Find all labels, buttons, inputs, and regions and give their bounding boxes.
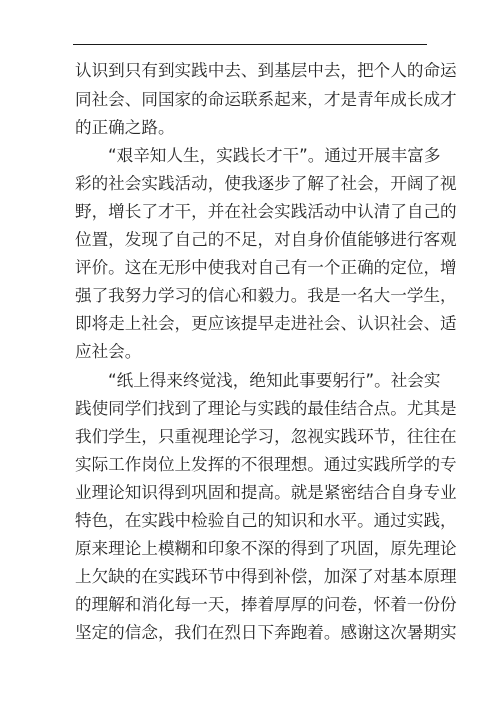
paragraph-line: 特色，在实践中检验自己的知识和水平。通过实践， bbox=[75, 511, 457, 530]
paragraph-line: 实际工作岗位上发挥的不很理想。通过实践所学的专 bbox=[75, 455, 457, 474]
paragraph-line: 即将走上社会，更应该提早走进社会、认识社会、适 bbox=[75, 314, 457, 333]
paragraph-line: 野，增长了才干，并在社会实践活动中认清了自己的 bbox=[75, 202, 457, 221]
paragraph-line: 应社会。 bbox=[75, 342, 142, 361]
paragraph-line: 同社会、同国家的命运联系起来，才是青年成长成才 bbox=[75, 90, 457, 109]
paragraph-line: 彩的社会实践活动，使我逐步了解了社会，开阔了视 bbox=[75, 174, 457, 193]
paragraph-line: 的正确之路。 bbox=[75, 118, 175, 137]
paragraph-line: 践使同学们找到了理论与实践的最佳结合点。尤其是 bbox=[75, 399, 457, 418]
paragraph-line: 坚定的信念，我们在烈日下奔跑着。感谢这次暑期实 bbox=[75, 623, 457, 642]
paragraph-line: 的理解和消化每一天，捧着厚厚的问卷，怀着一份份 bbox=[75, 595, 457, 614]
paragraph-line: 位置，发现了自己的不足，对自身价值能够进行客观 bbox=[75, 230, 457, 249]
paragraph-line: 原来理论上模糊和印象不深的得到了巩固，原先理论 bbox=[75, 539, 457, 558]
paragraph-line: 上欠缺的在实践环节中得到补偿，加深了对基本原理 bbox=[75, 567, 457, 586]
paragraph-line: 强了我努力学习的信心和毅力。我是一名大一学生， bbox=[75, 286, 457, 305]
header-rule bbox=[73, 44, 427, 45]
paragraph-line: 认识到只有到实践中去、到基层中去，把个人的命运 bbox=[75, 61, 457, 80]
paragraph-line: “纸上得来终觉浅，绝知此事要躬行”。社会实 bbox=[108, 371, 441, 390]
paragraph-line: 我们学生，只重视理论学习，忽视实践环节，往往在 bbox=[75, 427, 457, 446]
paragraph-line: “艰辛知人生，实践长才干”。通过开展丰富多 bbox=[108, 146, 441, 165]
paragraph-line: 业理论知识得到巩固和提高。就是紧密结合自身专业 bbox=[75, 483, 457, 502]
paragraph-line: 评价。这在无形中使我对自己有一个正确的定位，增 bbox=[75, 258, 457, 277]
